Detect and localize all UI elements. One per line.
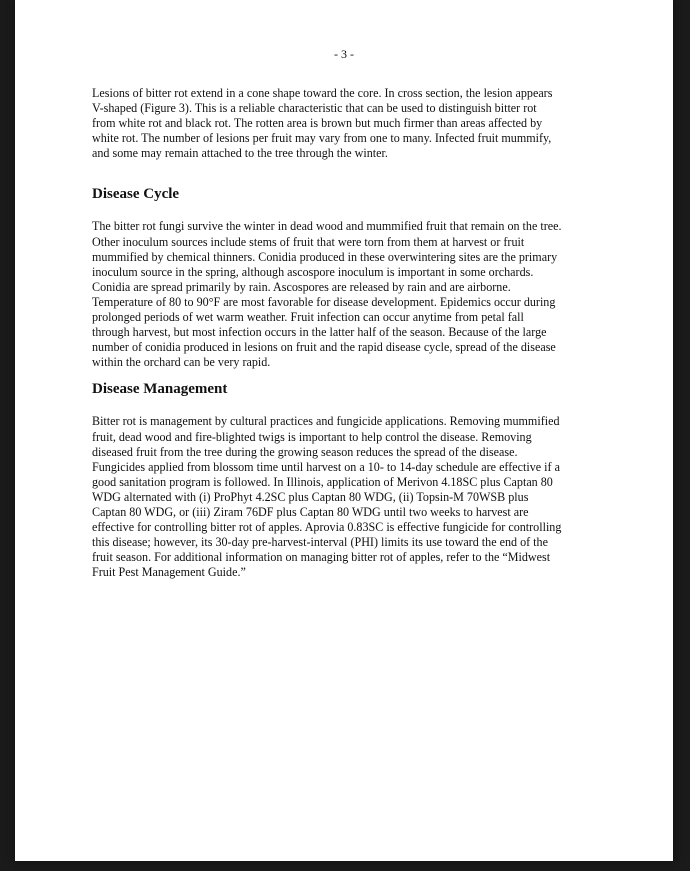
page-number: - 3 - — [334, 47, 354, 61]
spacer — [92, 203, 598, 219]
spacer — [92, 370, 598, 380]
disease-management-heading: Disease Management — [92, 381, 228, 398]
spacer — [92, 398, 598, 414]
page-content — [92, 86, 598, 580]
spacer — [92, 161, 598, 185]
document-page — [15, 0, 673, 861]
intro-paragraph: Lesions of bitter rot extend in a cone shape toward the core. In cross section, the lesion appears V-shaped (Figure 3). This is a reliable characteristic that can be used to distinguish bitter rot from white rot and black rot. The rotten area is brown but much firmer than areas affected by white rot. The number of lesions per fruit may vary from one to many. Infected fruit mummify, and some may remain attached to the tree through the winter. — [92, 86, 553, 161]
disease-cycle-heading: Disease Cycle — [92, 186, 180, 203]
disease-cycle-paragraph: The bitter rot fungi survive the winter in dead wood and mummified fruit that remain on the tree. Other inoculum sources include stems of fruit that were torn from them at harvest or fruit mummified by chemical thinners. Conidia produced in these overwintering sites are the primary inoculum source in the spring, although ascospore inoculum is important in some orchards. Conidia are spread primarily by rain. Ascospores are released by rain and are airborne. Temperature of 80 to 90°F are most favorable for disease development. Epidemics occur during prolonged periods of wet warm weather. Fruit infection can occur anytime from petal fall through harvest, but most infection occurs in the latter half of the season. Because of the large number of conidia produced in lesions on fruit and the rapid disease cycle, spread of the disease within the orchard can be very rapid. — [92, 219, 562, 370]
disease-management-paragraph: Bitter rot is management by cultural practices and fungicide applications. Removing mummified fruit, dead wood and fire-blighted twigs is important to help control the disease. Removing diseased fruit from the tree during the growing season reduces the spread of the disease. Fungicides applied from blossom time until harvest on a 10- to 14-day schedule are effective if a good sanitation program is followed. In Illinois, application of Merivon 4.18SC plus Captan 80 WDG alternated with (i) ProPhyt 4.2SC plus Captan 80 WDG, (ii) Topsin-M 70WSB plus Captan 80 WDG, or (iii) Ziram 76DF plus Captan 80 WDG until two weeks to harvest are effective for controlling bitter rot of apples. Aprovia 0.83SC is effective fungicide for controlling this disease; however, its 30-day pre-harvest-interval (PHI) limits its use toward the end of the fruit season. For additional information on managing bitter rot of apples, refer to the “Midwest Fruit Pest Management Guide.” — [92, 414, 562, 580]
